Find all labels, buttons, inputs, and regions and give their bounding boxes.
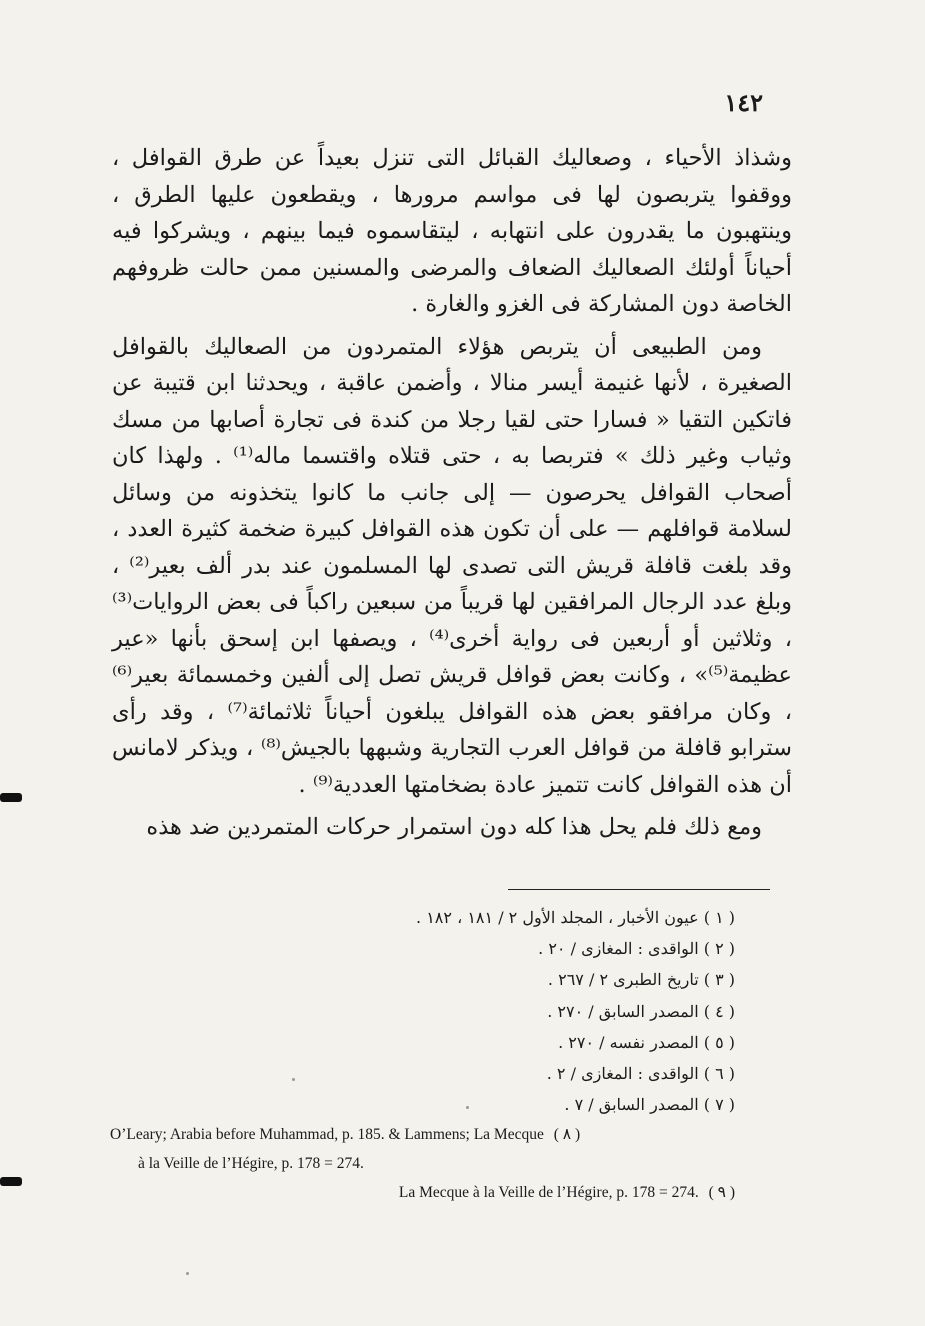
paragraph-3: ومع ذلك فلم يحل هذا كله دون استمرار حركات المتمردين ضد هذه: [146, 814, 762, 840]
footnote-6: ( ٦ ) الواقدى : المغازى / ٢ .: [546, 1064, 735, 1084]
footnote-2: ( ٢ ) الواقدى : المغازى / ٢٠ .: [538, 939, 735, 959]
paragraph-2: ومن الطبيعى أن يتربص هؤلاء المتمردون من الصعاليك بالقوافل الصغيرة ، لأنها غنيمة أيسر منالا ، وأضمن عاقبة ، ويحدثنا ابن قتيبة عن فاتكين التقيا « فسارا حتى لقيا رجلا من كندة فى تجارة أصابها من مسك وثياب وغير ذلك » فتربصا به ، حتى قتلاه واقتسما ماله⁽¹⁾ . ولهذا كان أصحاب القوافل يحرصون — إلى جانب ما كانوا يتخذونه من وسائل لسلامة قوافلهم — على أن تكون هذه القوافل كبيرة ضخمة كثيرة العدد ، وقد بلغت قافلة قريش التى تصدى لها المسلمون عند بدر ألف بعير⁽²⁾ ، وبلغ عدد الرجال المرافقين لها قريباً من سبعين راكباً فى بعض الروايات⁽³⁾ ، وثلاثين أو أربعين فى رواية أخرى⁽⁴⁾ ، ويصفها ابن إسحق بأنها «عير عظيمة⁽⁵⁾» ، وكانت بعض قوافل قريش تصل إلى ألفين وخمسمائة بعير⁽⁶⁾ ، وكان مرافقو بعض هذه القوافل يبلغون أحياناً ثلاثمائة⁽⁷⁾ ، وقد رأى سترابو قافلة من قوافل العرب التجارية وشبهها بالجيش⁽⁸⁾ ، ويذكر لامانس أن هذه القوافل كانت تتميز عادة بضخامتها العددية⁽⁹⁾ .: [112, 333, 793, 798]
footnote-4: ( ٤ ) المصدر السابق / ٢٧٠ .: [547, 1001, 735, 1021]
footnote-9-number: ( ٩ ): [708, 1184, 735, 1202]
footnote-1: ( ١ ) عيون الأخبار ، المجلد الأول ٢ / ١٨١ ، ١٨٢ .: [416, 908, 735, 927]
footnote-9-text: La Mecque à la Veille de l’Hégire, p. 178 = 274.: [398, 1184, 699, 1202]
scan-speck: [466, 1106, 469, 1109]
footnotes: [110, 902, 735, 1207]
footnote-separator: [508, 889, 770, 890]
scan-speck: [292, 1078, 295, 1081]
footnote-8-continuation: à la Veille de l’Hégire, p. 178 = 274.: [138, 1155, 364, 1173]
scan-speck: [186, 1272, 189, 1275]
footnote-9: [110, 1178, 735, 1207]
footnote-3: ( ٣ ) تاريخ الطبرى ٢ / ٢٦٧ .: [547, 970, 735, 990]
footnote-8-number: ( ٨ ): [553, 1126, 581, 1144]
footnote-5: ( ٥ ) المصدر نفسه / ٢٧٠ .: [558, 1032, 735, 1052]
body-text: [112, 140, 792, 846]
scan-edge-mark: [0, 1177, 22, 1186]
paragraph-1: وشذاذ الأحياء ، وصعاليك القبائل التى تنزل بعيداً عن طرق القوافل ، ووقفوا يتربصون لها فى مواسم مرورها ، ويقطعون عليها الطرق ، وينتهبون ما يقدرون على انتهابه ، ليتقاسموه فيما بينهم ، ويشركوا فيه أحياناً أولئك الصعاليك الضعاف والمرضى والمسنين ممن حالت ظروفهم الخاصة دون المشاركة فى الغزو والغارة .: [112, 145, 792, 317]
footnote-8-text: O’Leary; Arabia before Muhammad, p. 185. & Lammens; La Mecque: [110, 1126, 544, 1144]
page-number: ١٤٢: [724, 88, 763, 117]
footnote-8: [110, 1120, 735, 1178]
scan-edge-mark: [0, 793, 22, 802]
footnote-7: ( ٧ ) المصدر السابق / ٧ .: [564, 1095, 735, 1115]
